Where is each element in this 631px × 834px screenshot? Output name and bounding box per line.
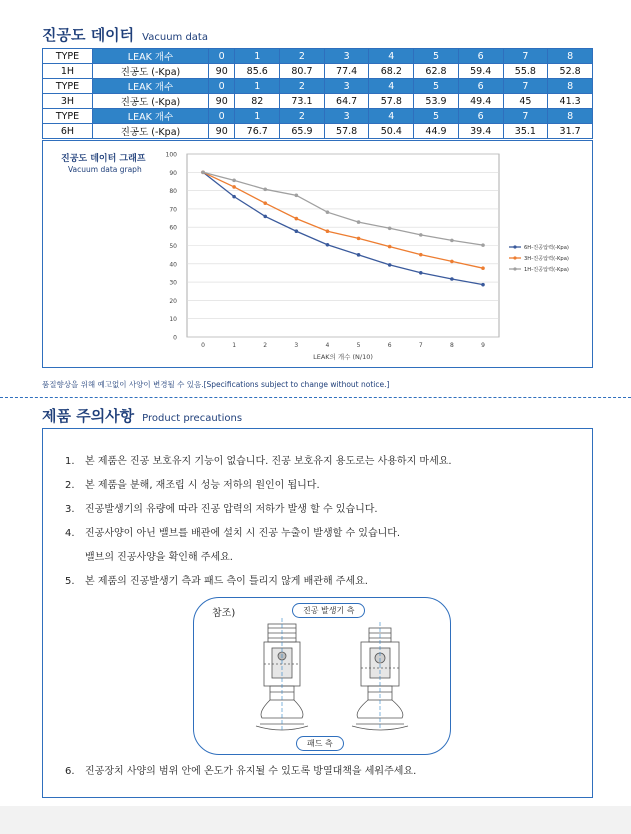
y-tick-label: 20 (169, 297, 177, 305)
vacuum-line-chart (43, 141, 591, 366)
leak-count-cell: 5 (414, 49, 459, 64)
leak-count-cell: 1 (235, 49, 280, 64)
leak-count-cell: 7 (503, 49, 548, 64)
reference-label: 참조) (212, 608, 236, 619)
vacuum-value-cell: 45 (503, 94, 548, 109)
data-point (326, 243, 330, 247)
legend-marker (513, 267, 516, 270)
x-tick-label: 3 (294, 342, 299, 349)
x-tick-label: 6 (387, 342, 392, 349)
vacuum-value-cell: 82 (235, 94, 280, 109)
type-value-cell: 3H (43, 94, 93, 109)
leak-count-cell: 4 (369, 109, 414, 124)
data-point (232, 179, 236, 183)
precaution-item: 3. 진공발생기의 유량에 따라 진공 압력의 저하가 발생 할 수 있습니다. (65, 504, 378, 515)
precaution-item: 2. 본 제품을 분해, 재조립 시 성능 저하의 원인이 됩니다. (65, 480, 320, 491)
vacuum-value-cell: 39.4 (458, 124, 503, 139)
leak-count-cell: 4 (369, 49, 414, 64)
data-point (263, 188, 267, 192)
vacuum-value-cell: 64.7 (324, 94, 369, 109)
data-point (419, 271, 423, 275)
leak-count-cell: 6 (458, 109, 503, 124)
data-point (232, 185, 236, 189)
vacuum-title-ko: 진공도 데이터 (42, 26, 135, 44)
data-point (357, 253, 361, 257)
data-point (450, 239, 454, 243)
vacuum-value-cell: 35.1 (503, 124, 548, 139)
table-header-row (43, 49, 593, 64)
leak-count-cell: 7 (503, 79, 548, 94)
vacuum-value-cell: 76.7 (235, 124, 280, 139)
data-point (388, 226, 392, 230)
type-label-cell: TYPE (43, 79, 93, 94)
vacuum-graph-box (42, 140, 593, 368)
leak-count-cell: 6 (458, 49, 503, 64)
leak-count-cell: 2 (280, 49, 325, 64)
data-point (481, 266, 485, 270)
data-point (357, 220, 361, 224)
vacuum-value-cell: 90 (209, 124, 235, 139)
vacuum-generator-side-label: 진공 발생기 측 (292, 603, 365, 618)
vacuum-section-title (42, 24, 208, 45)
y-tick-label: 100 (165, 151, 177, 159)
vacuum-value-cell: 31.7 (548, 124, 593, 139)
leak-count-cell: 7 (503, 109, 548, 124)
precaution-item: 1. 본 제품은 진공 보호유지 기능이 없습니다. 진공 보호유지 용도로는 사용하지 마세요. (65, 456, 452, 467)
x-tick-label: 1 (232, 342, 237, 349)
data-point (481, 243, 485, 247)
vacuum-data-table (42, 48, 593, 139)
leak-count-cell: 5 (414, 109, 459, 124)
y-tick-label: 70 (169, 206, 177, 214)
pad-side-label: 패드 측 (296, 736, 344, 751)
spec-notice: 품질향상을 위해 예고없이 사양이 변경될 수 있음.[Specifications subject to change without notice.] (42, 380, 390, 389)
vacuum-value-cell: 65.9 (280, 124, 325, 139)
table-value-row (43, 64, 593, 79)
vacuum-value-cell: 73.1 (280, 94, 325, 109)
y-tick-label: 0 (173, 334, 177, 342)
table-value-row (43, 124, 593, 139)
x-tick-label: 4 (325, 342, 330, 349)
vacuum-value-cell: 62.8 (414, 64, 459, 79)
leak-count-cell: 6 (458, 79, 503, 94)
leak-count-cell: 0 (209, 79, 235, 94)
leak-count-label-cell: LEAK 개수 (93, 79, 209, 94)
vacuum-value-cell: 57.8 (369, 94, 414, 109)
leak-count-cell: 3 (324, 79, 369, 94)
reference-diagram-box (193, 597, 451, 755)
data-point (388, 263, 392, 267)
vacuum-label-cell: 진공도 (-Kpa) (93, 94, 209, 109)
data-point (450, 277, 454, 281)
x-tick-label: 5 (356, 342, 361, 349)
leak-count-cell: 2 (280, 109, 325, 124)
data-point (295, 229, 299, 233)
type-value-cell: 6H (43, 124, 93, 139)
leak-count-label-cell: LEAK 개수 (93, 109, 209, 124)
leak-count-cell: 1 (235, 79, 280, 94)
vacuum-label-cell: 진공도 (-Kpa) (93, 124, 209, 139)
table-value-row (43, 94, 593, 109)
legend-entry: 6H-진공압력(-Kpa) (524, 245, 569, 251)
data-point (388, 245, 392, 249)
leak-count-cell: 3 (324, 109, 369, 124)
data-point (232, 195, 236, 199)
y-tick-label: 80 (169, 188, 177, 196)
leak-count-cell: 8 (548, 109, 593, 124)
leak-count-cell: 2 (280, 79, 325, 94)
precaution-item: 6. 진공장치 사양의 범위 안에 온도가 유지될 수 있도록 방열대책을 세워주세요. (65, 766, 417, 777)
precaution-item: 5. 본 제품의 진공발생기 측과 패드 측이 틀리지 않게 배관해 주세요. (65, 576, 368, 587)
vacuum-value-cell: 68.2 (369, 64, 414, 79)
leak-count-cell: 8 (548, 79, 593, 94)
leak-count-cell: 0 (209, 49, 235, 64)
vacuum-value-cell: 49.4 (458, 94, 503, 109)
data-point (295, 217, 299, 221)
leak-count-cell: 1 (235, 109, 280, 124)
page-footer-shade (0, 806, 631, 834)
precautions-title-ko: 제품 주의사항 (42, 407, 135, 425)
data-point (263, 201, 267, 205)
legend-entry: 1H-진공압력(-Kpa) (524, 267, 569, 273)
leak-count-cell: 3 (324, 49, 369, 64)
data-point (419, 233, 423, 237)
vacuum-value-cell: 55.8 (503, 64, 548, 79)
precautions-box (42, 428, 593, 798)
x-axis-label: LEAK의 개수 (N/10) (313, 353, 373, 361)
data-point (481, 283, 485, 287)
vacuum-value-cell: 77.4 (324, 64, 369, 79)
type-label-cell: TYPE (43, 109, 93, 124)
vacuum-value-cell: 85.6 (235, 64, 280, 79)
legend-entry: 3H-진공압력(-Kpa) (524, 256, 569, 262)
data-point (326, 210, 330, 214)
y-tick-label: 60 (169, 224, 177, 232)
vacuum-value-cell: 59.4 (458, 64, 503, 79)
y-tick-label: 30 (169, 279, 177, 287)
precaution-item-continued: 밸브의 진공사양을 확인해 주세요. (85, 552, 233, 563)
leak-count-cell: 5 (414, 79, 459, 94)
precautions-section-title (42, 405, 242, 426)
legend-marker (513, 256, 516, 259)
table-header-row (43, 79, 593, 94)
data-point (450, 260, 454, 264)
y-tick-label: 90 (169, 169, 177, 177)
type-value-cell: 1H (43, 64, 93, 79)
section-divider (0, 397, 631, 398)
leak-count-cell: 4 (369, 79, 414, 94)
graph-title-ko: 진공도 데이터 그래프 (61, 154, 146, 164)
vacuum-value-cell: 90 (209, 64, 235, 79)
data-point (326, 229, 330, 233)
graph-title-en: Vacuum data graph (68, 165, 142, 174)
data-point (201, 171, 205, 175)
precautions-title-en: Product precautions (142, 413, 243, 424)
vacuum-value-cell: 50.4 (369, 124, 414, 139)
data-point (263, 215, 267, 219)
series-line (203, 172, 483, 284)
vacuum-value-cell: 90 (209, 94, 235, 109)
vacuum-value-cell: 52.8 (548, 64, 593, 79)
precaution-item: 4. 진공사양이 아닌 밸브를 배관에 설치 시 진공 누출이 발생할 수 있습니다. (65, 528, 401, 539)
vacuum-title-en: Vacuum data (142, 32, 208, 43)
y-tick-label: 40 (169, 261, 177, 269)
type-label-cell: TYPE (43, 49, 93, 64)
vacuum-value-cell: 53.9 (414, 94, 459, 109)
data-point (419, 253, 423, 257)
vacuum-value-cell: 41.3 (548, 94, 593, 109)
vacuum-value-cell: 80.7 (280, 64, 325, 79)
legend-marker (513, 245, 516, 248)
vacuum-value-cell: 44.9 (414, 124, 459, 139)
vacuum-label-cell: 진공도 (-Kpa) (93, 64, 209, 79)
valve-cross-section-drawing (194, 598, 452, 756)
leak-count-label-cell: LEAK 개수 (93, 49, 209, 64)
y-tick-label: 50 (169, 243, 177, 250)
x-tick-label: 2 (263, 342, 268, 349)
y-tick-label: 10 (169, 316, 177, 324)
data-point (295, 194, 299, 198)
x-tick-label: 7 (418, 342, 423, 349)
data-point (357, 237, 361, 241)
leak-count-cell: 8 (548, 49, 593, 64)
x-tick-label: 8 (449, 342, 454, 349)
vacuum-value-cell: 57.8 (324, 124, 369, 139)
x-tick-label: 9 (481, 342, 485, 349)
x-tick-label: 0 (201, 342, 205, 349)
leak-count-cell: 0 (209, 109, 235, 124)
series-line (203, 172, 483, 268)
table-header-row (43, 109, 593, 124)
